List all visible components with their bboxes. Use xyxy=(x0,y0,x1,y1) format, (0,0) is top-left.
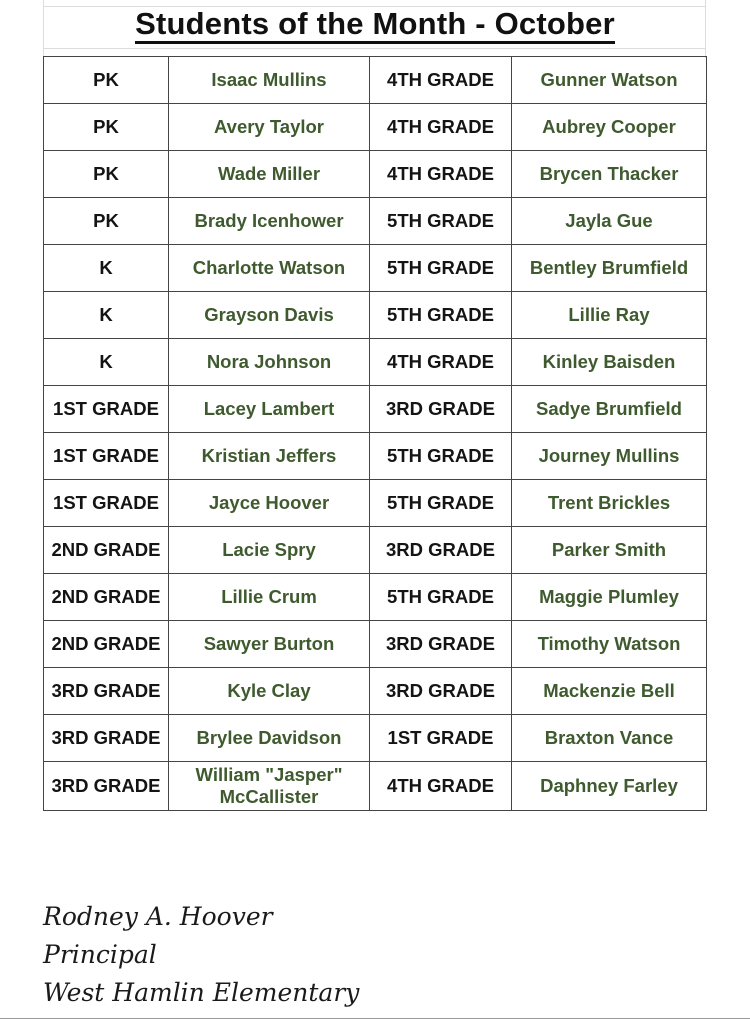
signature-school: West Hamlin Elementary xyxy=(43,978,360,1007)
table-row xyxy=(44,480,707,527)
signature-block xyxy=(43,898,359,1012)
grade-left-cell: 3RD GRADE xyxy=(44,668,169,715)
student-right-cell: Trent Brickles xyxy=(512,480,707,527)
grade-left-cell: 3RD GRADE xyxy=(44,762,169,811)
grade-right-cell: 5TH GRADE xyxy=(370,292,512,339)
grade-right-cell: 3RD GRADE xyxy=(370,668,512,715)
table-row xyxy=(44,621,707,668)
student-left-cell: Lillie Crum xyxy=(169,574,370,621)
grade-left-cell: PK xyxy=(44,151,169,198)
grade-right-cell: 4TH GRADE xyxy=(370,104,512,151)
student-left-cell: Wade Miller xyxy=(169,151,370,198)
student-left-cell: Brylee Davidson xyxy=(169,715,370,762)
table-row xyxy=(44,762,707,811)
grade-right-cell: 3RD GRADE xyxy=(370,527,512,574)
table-row xyxy=(44,715,707,762)
student-right-cell: Mackenzie Bell xyxy=(512,668,707,715)
grade-right-cell: 5TH GRADE xyxy=(370,198,512,245)
grade-right-cell: 4TH GRADE xyxy=(370,57,512,104)
student-left-cell: Kristian Jeffers xyxy=(169,433,370,480)
student-left-cell: Lacie Spry xyxy=(169,527,370,574)
student-left-cell: Jayce Hoover xyxy=(169,480,370,527)
students-table-body xyxy=(44,57,707,811)
grade-right-cell: 5TH GRADE xyxy=(370,433,512,480)
grade-left-cell: 3RD GRADE xyxy=(44,715,169,762)
grade-right-cell: 5TH GRADE xyxy=(370,480,512,527)
grade-left-cell: K xyxy=(44,292,169,339)
student-right-cell: Braxton Vance xyxy=(512,715,707,762)
table-row xyxy=(44,668,707,715)
student-right-cell: Gunner Watson xyxy=(512,57,707,104)
student-right-cell: Aubrey Cooper xyxy=(512,104,707,151)
student-right-cell: Sadye Brumfield xyxy=(512,386,707,433)
student-right-cell: Bentley Brumfield xyxy=(512,245,707,292)
grade-right-cell: 1ST GRADE xyxy=(370,715,512,762)
grade-left-cell: K xyxy=(44,339,169,386)
student-left-cell: Sawyer Burton xyxy=(169,621,370,668)
student-left-cell: Lacey Lambert xyxy=(169,386,370,433)
table-row xyxy=(44,57,707,104)
table-row xyxy=(44,104,707,151)
student-right-cell: Parker Smith xyxy=(512,527,707,574)
grade-right-cell: 5TH GRADE xyxy=(370,245,512,292)
grade-left-cell: 2ND GRADE xyxy=(44,527,169,574)
grade-left-cell: 1ST GRADE xyxy=(44,386,169,433)
grade-right-cell: 3RD GRADE xyxy=(370,386,512,433)
grade-right-cell: 4TH GRADE xyxy=(370,339,512,386)
student-right-cell: Journey Mullins xyxy=(512,433,707,480)
student-right-cell: Timothy Watson xyxy=(512,621,707,668)
grade-left-cell: PK xyxy=(44,104,169,151)
students-table xyxy=(43,56,707,811)
bottom-rule xyxy=(0,1018,750,1019)
student-left-cell: Kyle Clay xyxy=(169,668,370,715)
student-left-cell: Charlotte Watson xyxy=(169,245,370,292)
table-row xyxy=(44,339,707,386)
table-row xyxy=(44,433,707,480)
student-left-cell: Nora Johnson xyxy=(169,339,370,386)
top-rule-lower xyxy=(43,48,705,49)
table-row xyxy=(44,574,707,621)
grade-left-cell: 2ND GRADE xyxy=(44,621,169,668)
student-left-cell: William "Jasper" McCallister xyxy=(169,762,370,811)
student-right-cell: Maggie Plumley xyxy=(512,574,707,621)
student-left-cell: Avery Taylor xyxy=(169,104,370,151)
grade-left-cell: 1ST GRADE xyxy=(44,433,169,480)
table-row xyxy=(44,292,707,339)
table-row xyxy=(44,198,707,245)
student-left-cell: Grayson Davis xyxy=(169,292,370,339)
student-right-cell: Daphney Farley xyxy=(512,762,707,811)
grade-left-cell: 2ND GRADE xyxy=(44,574,169,621)
grade-left-cell: PK xyxy=(44,57,169,104)
page-title xyxy=(0,6,750,42)
signature-name: Rodney A. Hoover xyxy=(43,902,273,931)
grade-right-cell: 3RD GRADE xyxy=(370,621,512,668)
grade-left-cell: 1ST GRADE xyxy=(44,480,169,527)
grade-right-cell: 5TH GRADE xyxy=(370,574,512,621)
signature-role: Principal xyxy=(43,940,157,969)
grade-right-cell: 4TH GRADE xyxy=(370,762,512,811)
table-row xyxy=(44,151,707,198)
page-title-text: Students of the Month - October xyxy=(135,6,615,44)
student-right-cell: Lillie Ray xyxy=(512,292,707,339)
grade-left-cell: PK xyxy=(44,198,169,245)
student-left-cell: Isaac Mullins xyxy=(169,57,370,104)
grade-right-cell: 4TH GRADE xyxy=(370,151,512,198)
table-row xyxy=(44,245,707,292)
grade-left-cell: K xyxy=(44,245,169,292)
student-right-cell: Kinley Baisden xyxy=(512,339,707,386)
table-row xyxy=(44,527,707,574)
student-right-cell: Jayla Gue xyxy=(512,198,707,245)
student-right-cell: Brycen Thacker xyxy=(512,151,707,198)
table-row xyxy=(44,386,707,433)
student-left-cell: Brady Icenhower xyxy=(169,198,370,245)
